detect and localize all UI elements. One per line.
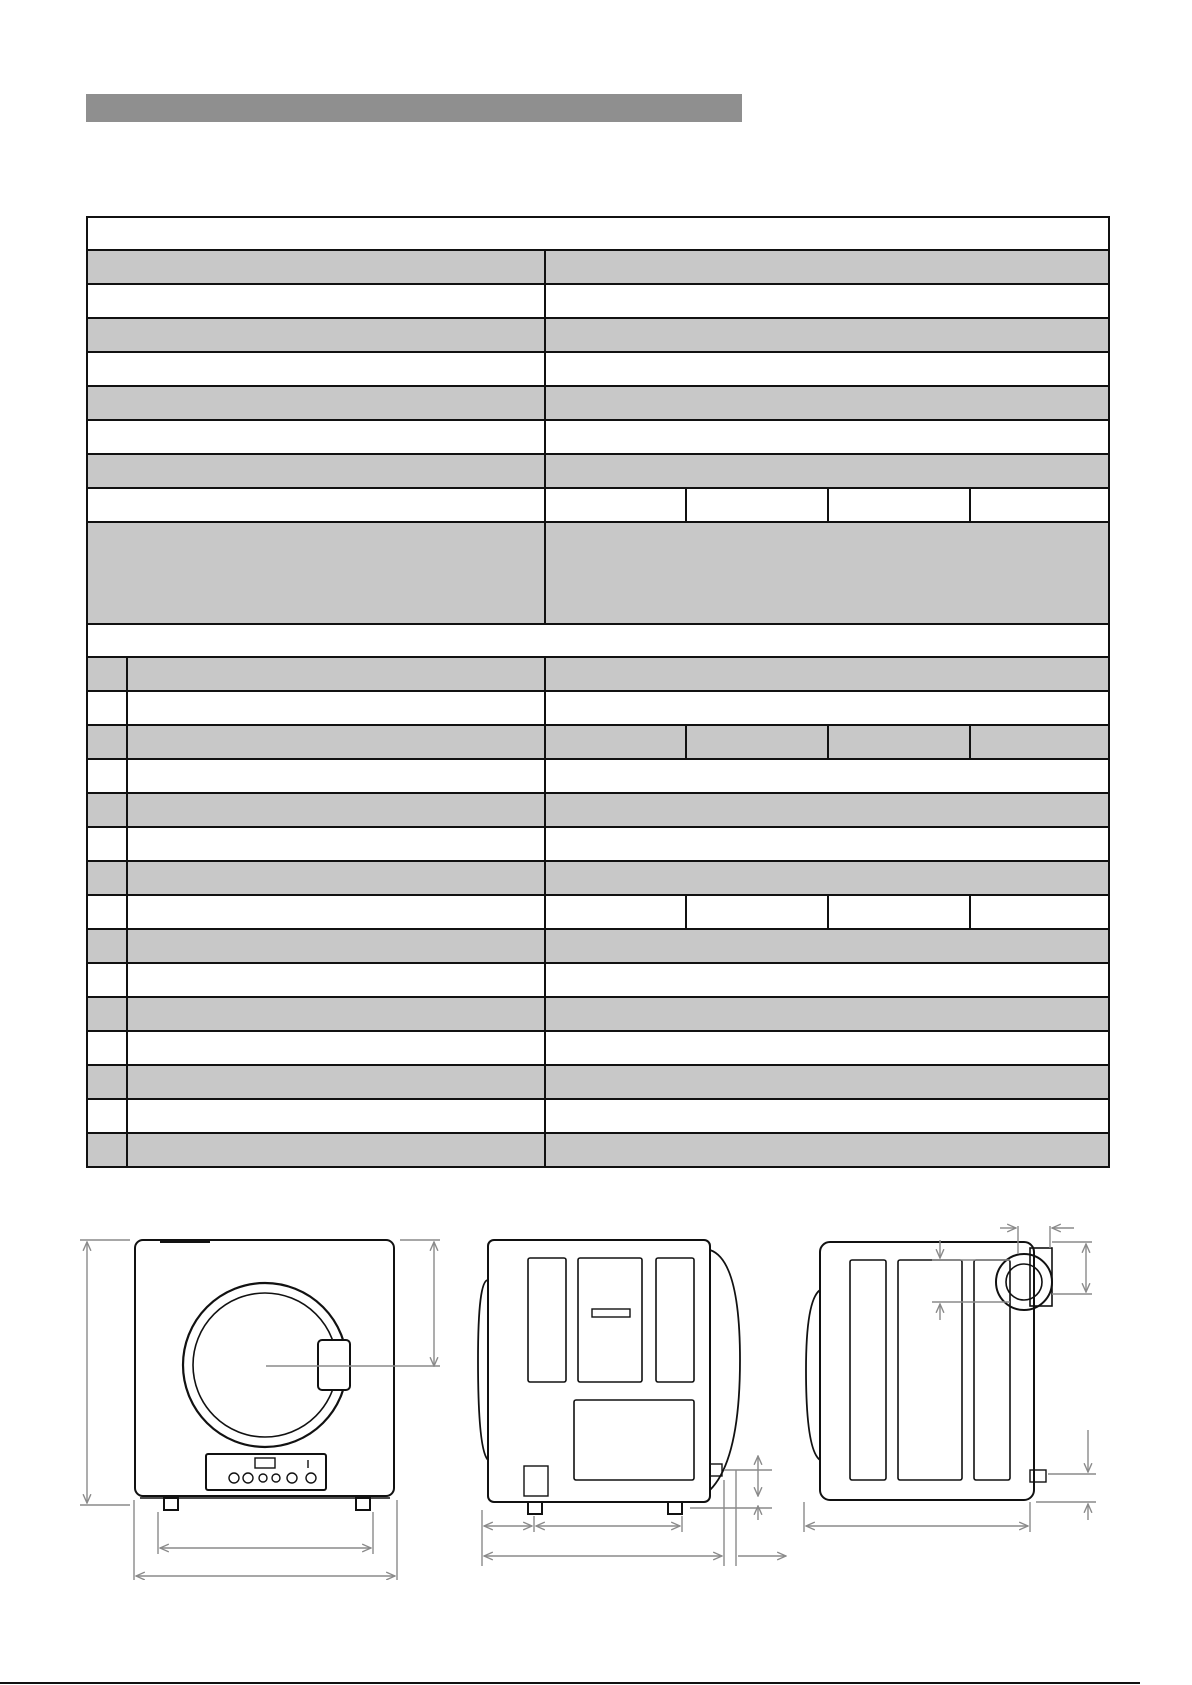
spec-label (127, 759, 545, 793)
specifications-table (86, 216, 1110, 1168)
spec-label (127, 793, 545, 827)
spec-value-cell (970, 488, 1109, 522)
spec-value-cell (970, 725, 1109, 759)
spec-value-cell (545, 725, 686, 759)
row-index (87, 861, 127, 895)
row-index (87, 1099, 127, 1133)
spec-value (545, 861, 1109, 895)
spec-label (87, 488, 545, 522)
spec-label (127, 1133, 545, 1167)
section-title-bar (86, 94, 742, 122)
dimension-drawings (0, 1220, 1192, 1580)
spec-value (545, 997, 1109, 1031)
spec-value-cell (686, 895, 828, 929)
spec-value (545, 657, 1109, 691)
spec-value (545, 420, 1109, 454)
row-index (87, 1031, 127, 1065)
row-index (87, 963, 127, 997)
row-index (87, 929, 127, 963)
row-index (87, 691, 127, 725)
spec-label (127, 929, 545, 963)
spec-label (87, 386, 545, 420)
row-index (87, 1133, 127, 1167)
spec-value-cell (545, 488, 686, 522)
spec-label (127, 895, 545, 929)
row-index (87, 1065, 127, 1099)
page-bottom-rule (0, 1682, 1140, 1684)
spec-label (127, 725, 545, 759)
spec-label (127, 997, 545, 1031)
spec-label (127, 1099, 545, 1133)
spec-label (87, 318, 545, 352)
row-index (87, 827, 127, 861)
spec-value-cell (828, 488, 970, 522)
spec-value (545, 386, 1109, 420)
spec-value (545, 759, 1109, 793)
spec-label (127, 1065, 545, 1099)
spec-label (87, 284, 545, 318)
rear-view-drawing (806, 1242, 1052, 1500)
spec-label (87, 420, 545, 454)
row-index (87, 997, 127, 1031)
row-index (87, 759, 127, 793)
spec-value (545, 827, 1109, 861)
spec-value (545, 1099, 1109, 1133)
row-index (87, 895, 127, 929)
spec-label (127, 827, 545, 861)
spec-label (127, 963, 545, 997)
spec-value (545, 1065, 1109, 1099)
spec-label (127, 691, 545, 725)
spec-label (87, 522, 545, 624)
spec-value-cell (828, 895, 970, 929)
spec-value (545, 318, 1109, 352)
spec-value (545, 454, 1109, 488)
row-index (87, 725, 127, 759)
row-index (87, 793, 127, 827)
section-2-heading (87, 624, 1109, 657)
spec-value (545, 691, 1109, 725)
spec-value-cell (545, 895, 686, 929)
spec-value (545, 1133, 1109, 1167)
spec-value (545, 1031, 1109, 1065)
spec-label (87, 454, 545, 488)
spec-value (545, 284, 1109, 318)
spec-value (545, 522, 1109, 624)
front-view-drawing (135, 1240, 394, 1510)
spec-value (545, 250, 1109, 284)
spec-value (545, 793, 1109, 827)
section-1-heading (87, 217, 1109, 250)
spec-value (545, 929, 1109, 963)
spec-label (127, 861, 545, 895)
spec-value-cell (970, 895, 1109, 929)
spec-label (87, 250, 545, 284)
spec-label (87, 352, 545, 386)
spec-value (545, 352, 1109, 386)
spec-value-cell (686, 725, 828, 759)
row-index (87, 657, 127, 691)
spec-value-cell (686, 488, 828, 522)
spec-label (127, 1031, 545, 1065)
side-view-drawing (478, 1240, 740, 1514)
spec-value (545, 963, 1109, 997)
spec-value-cell (828, 725, 970, 759)
spec-label (127, 657, 545, 691)
